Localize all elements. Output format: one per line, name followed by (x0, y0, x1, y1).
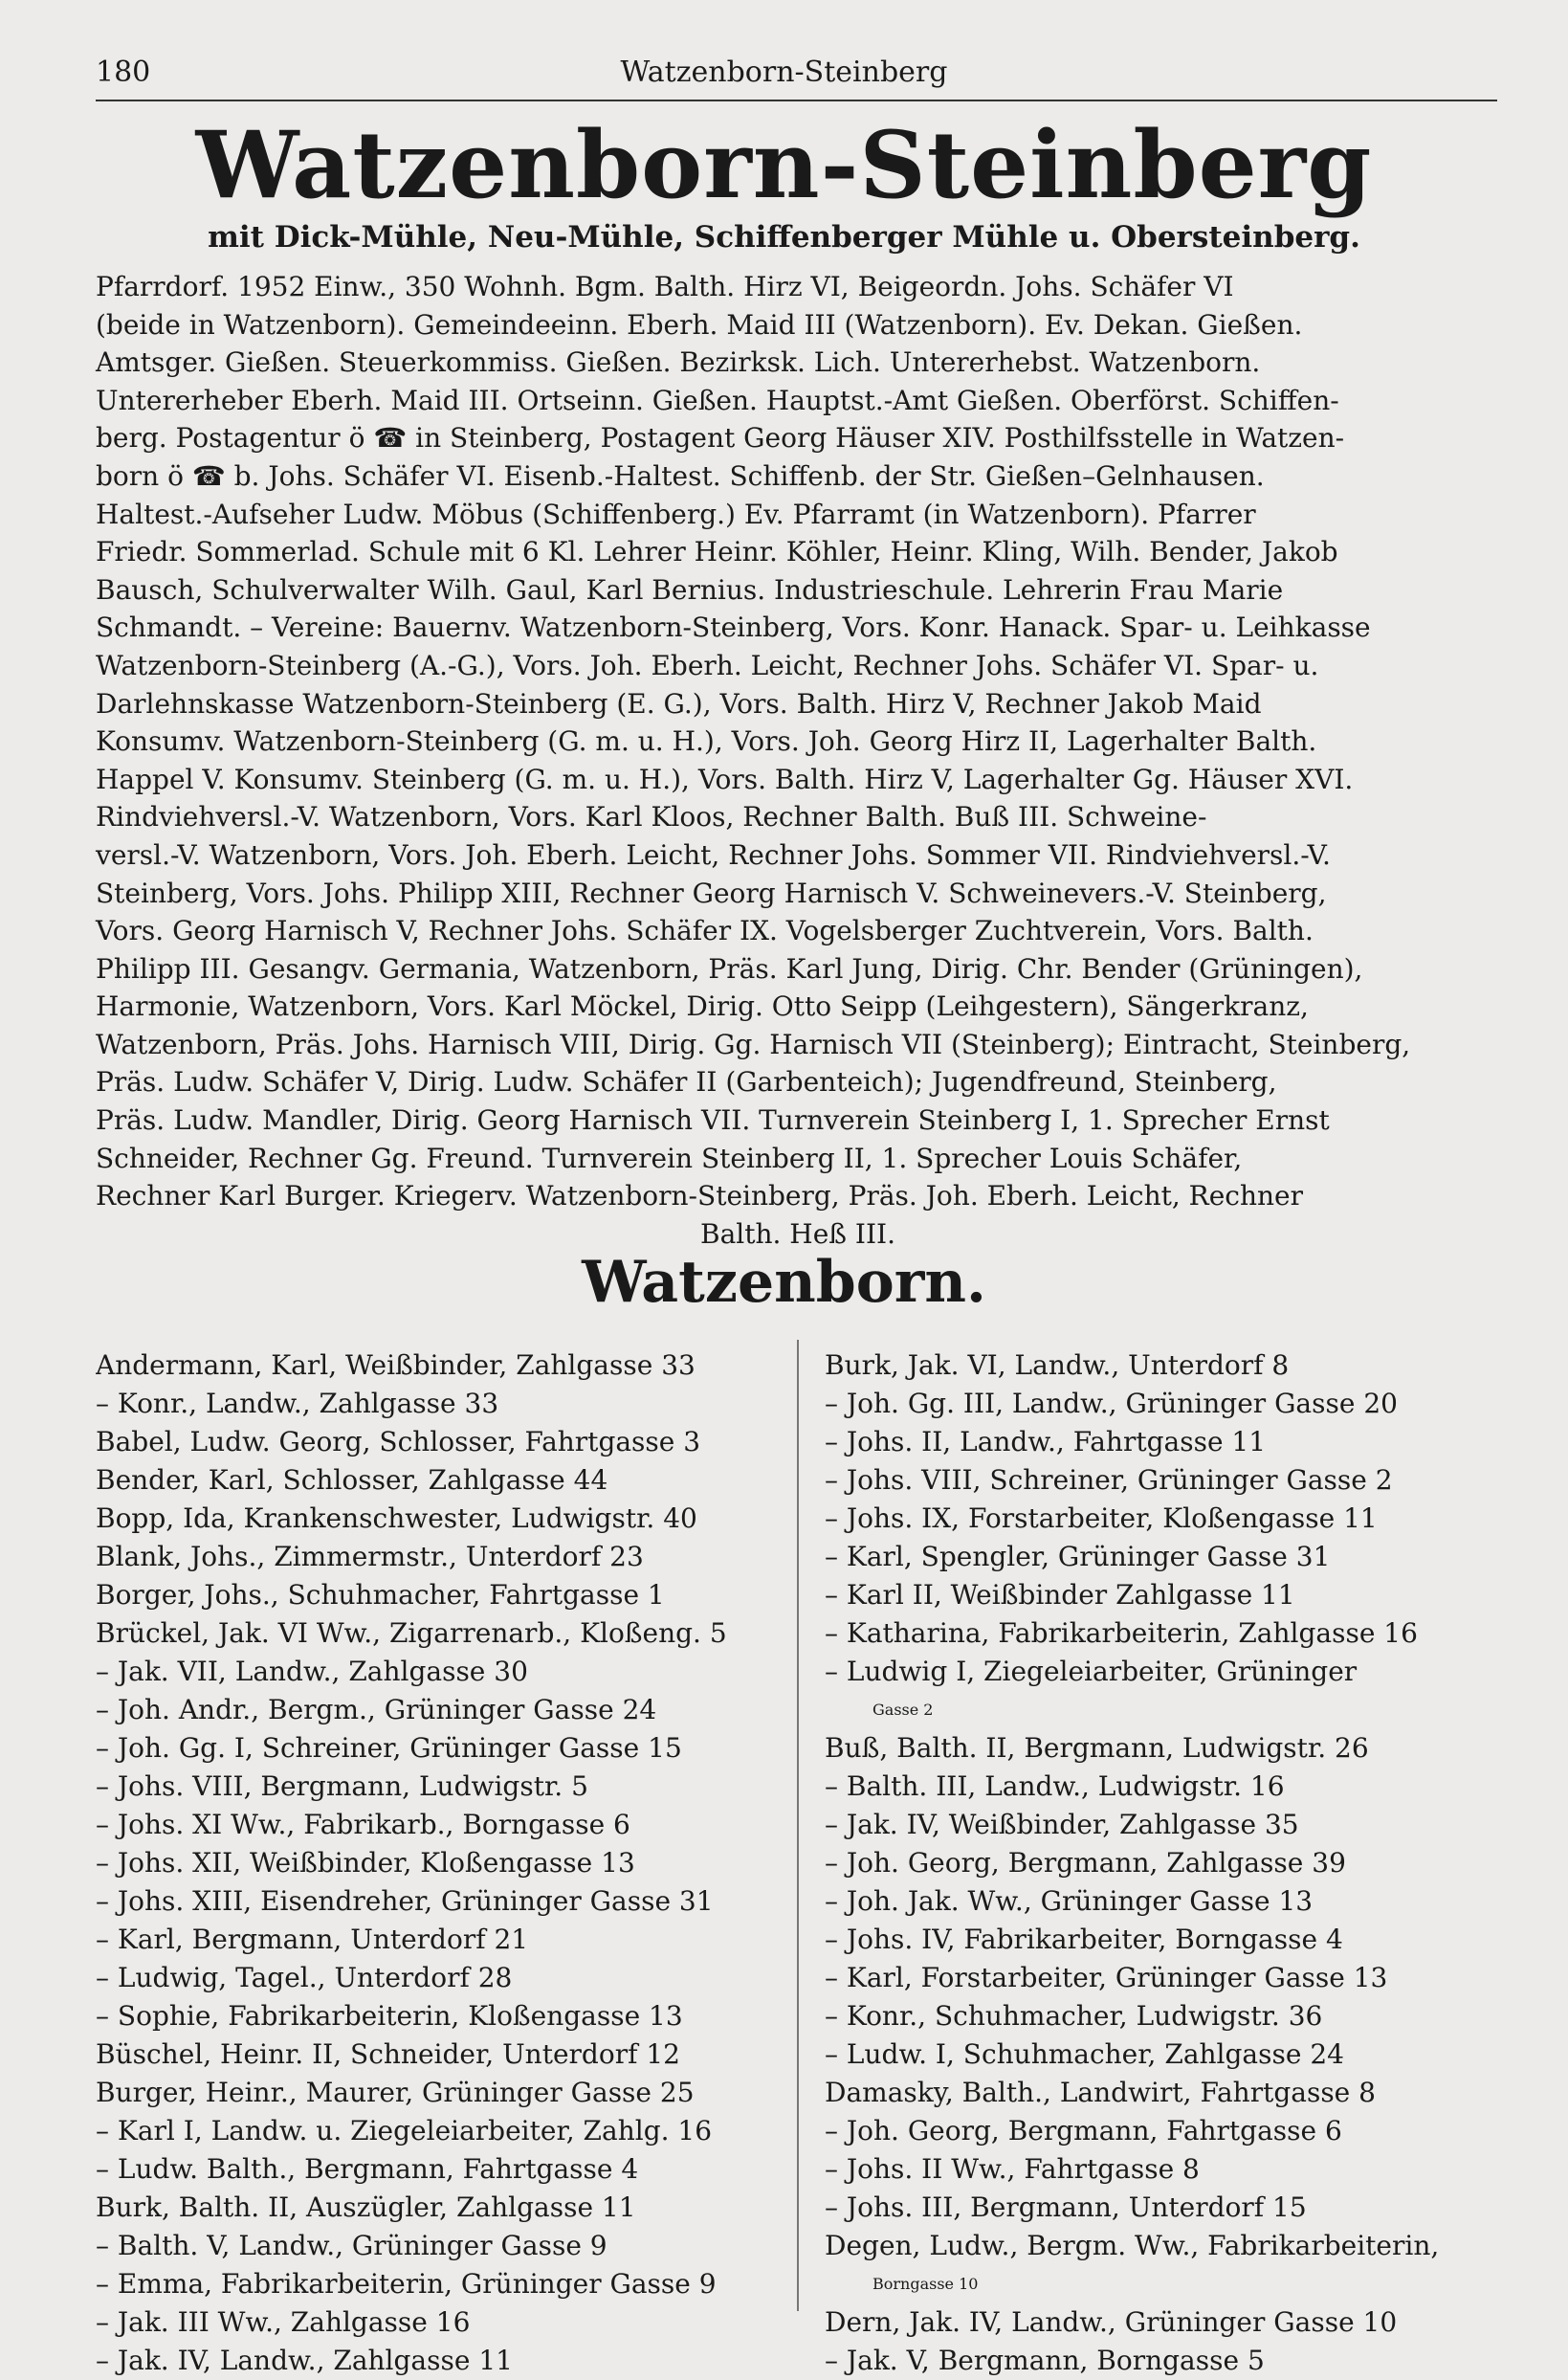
list-item: Andermann, Karl, Weißbinder, Zahlgasse 33 (96, 1349, 696, 1381)
list-item: – Johs. VIII, Bergmann, Ludwigstr. 5 (96, 1770, 588, 1802)
list-item: – Johs. II, Landw., Fahrtgasse 11 (825, 1426, 1267, 1457)
list-item: – Balth. III, Landw., Ludwigstr. 16 (825, 1770, 1285, 1802)
list-item: – Karl, Forstarbeiter, Grüninger Gasse 13 (825, 1962, 1388, 1993)
list-item: – Joh. Andr., Bergm., Grüninger Gasse 24 (96, 1694, 657, 1725)
intro-line: Philipp III. Gesangv. Germania, Watzenborn, Präs. Karl Jung, Dirig. Chr. Bender (Grüningen), (96, 952, 1363, 985)
list-item: Gasse 2 (872, 1701, 934, 1719)
intro-line: Balth. Heß III. (700, 1217, 895, 1250)
intro-line: born ö ☎ b. Johs. Schäfer VI. Eisenb.-Haltest. Schiffenb. der Str. Gießen–Gelnhausen. (96, 459, 1265, 492)
list-item: Buß, Balth. II, Bergmann, Ludwigstr. 26 (825, 1732, 1369, 1764)
intro-line: Präs. Ludw. Mandler, Dirig. Georg Harnisch VII. Turnverein Steinberg I, 1. Sprecher Ernst (96, 1104, 1330, 1137)
list-item: – Joh. Jak. Ww., Grüninger Gasse 13 (825, 1885, 1314, 1917)
section-title: Watzenborn. (582, 1249, 986, 1316)
list-item: Bopp, Ida, Krankenschwester, Ludwigstr. 40 (96, 1502, 697, 1534)
list-item: – Karl, Bergmann, Unterdorf 21 (96, 1924, 529, 1955)
list-item: Büschel, Heinr. II, Schneider, Unterdorf 12 (96, 2038, 680, 2070)
running-title: Watzenborn-Steinberg (620, 56, 948, 89)
left-column (96, 1346, 771, 2380)
list-item: – Johs. XII, Weißbinder, Kloßengasse 13 (96, 1847, 635, 1879)
intro-line: Rindviehversl.-V. Watzenborn, Vors. Karl Kloos, Rechner Balth. Buß III. Schweine- (96, 801, 1207, 834)
intro-line: Schmandt. – Vereine: Bauernv. Watzenborn-Steinberg, Vors. Konr. Hanack. Spar- u. Leihkasse (96, 612, 1371, 644)
list-item: – Ludw. Balth., Bergmann, Fahrtgasse 4 (96, 2153, 639, 2185)
intro-line: Präs. Ludw. Schäfer V, Dirig. Ludw. Schäfer II (Garbenteich); Jugendfreund, Steinberg, (96, 1066, 1277, 1099)
list-item: – Karl, Spengler, Grüninger Gasse 31 (825, 1541, 1331, 1572)
list-item: – Joh. Gg. I, Schreiner, Grüninger Gasse 15 (96, 1732, 682, 1764)
list-item: – Emma, Fabrikarbeiterin, Grüninger Gasse 9 (96, 2268, 717, 2300)
intro-line: Bausch, Schulverwalter Wilh. Gaul, Karl Bernius. Industrieschule. Lehrerin Frau Marie (96, 573, 1284, 606)
list-item: – Karl I, Landw. u. Ziegeleiarbeiter, Zahlg. 16 (96, 2115, 713, 2146)
list-item: – Ludwig, Tagel., Unterdorf 28 (96, 1962, 513, 1993)
list-item: – Johs. XIII, Eisendreher, Grüninger Gasse 31 (96, 1885, 714, 1917)
intro-line: berg. Postagentur ö ☎ in Steinberg, Postagent Georg Häuser XIV. Posthilfsstelle in Watzen- (96, 422, 1345, 455)
list-item: – Joh. Georg, Bergmann, Zahlgasse 39 (825, 1847, 1346, 1879)
intro-line: Rechner Karl Burger. Kriegerv. Watzenborn-Steinberg, Präs. Joh. Eberh. Leicht, Rechner (96, 1180, 1304, 1212)
intro-line: Darlehnskasse Watzenborn-Steinberg (E. G.), Vors. Balth. Hirz V, Rechner Jakob Maid (96, 687, 1262, 720)
list-item: – Johs. IV, Fabrikarbeiter, Borngasse 4 (825, 1924, 1343, 1955)
list-item: Bender, Karl, Schlosser, Zahlgasse 44 (96, 1464, 608, 1496)
column-divider (797, 1340, 799, 2311)
intro-line: (beide in Watzenborn). Gemeindeeinn. Eberh. Maid III (Watzenborn). Ev. Dekan. Gießen. (96, 308, 1303, 341)
list-item: – Johs. XI Ww., Fabrikarb., Borngasse 6 (96, 1809, 630, 1840)
page-title: Watzenborn-Steinberg (195, 111, 1373, 219)
intro-line: Amtsger. Gießen. Steuerkommiss. Gießen. Bezirksk. Lich. Untererhebst. Watzenborn. (96, 346, 1261, 379)
intro-paragraph (96, 268, 1500, 1253)
list-item: Babel, Ludw. Georg, Schlosser, Fahrtgasse 3 (96, 1426, 701, 1457)
list-item: – Jak. V, Bergmann, Borngasse 5 (825, 2345, 1265, 2376)
intro-line: Harmonie, Watzenborn, Vors. Karl Möckel, Dirig. Otto Seipp (Leihgestern), Sängerkranz, (96, 990, 1309, 1023)
intro-line: Schneider, Rechner Gg. Freund. Turnverein Steinberg II, 1. Sprecher Louis Schäfer, (96, 1142, 1243, 1174)
list-item: – Katharina, Fabrikarbeiterin, Zahlgasse 16 (825, 1617, 1418, 1649)
list-item: Brückel, Jak. VI Ww., Zigarrenarb., Kloßeng. 5 (96, 1617, 727, 1649)
intro-line: Untererheber Eberh. Maid III. Ortseinn. Gießen. Hauptst.-Amt Gießen. Oberförst. Schiffen- (96, 384, 1339, 416)
intro-line: Vors. Georg Harnisch V, Rechner Johs. Schäfer IX. Vogelsberger Zuchtverein, Vors. Balth. (96, 915, 1314, 947)
intro-line: Happel V. Konsumv. Steinberg (G. m. u. H.), Vors. Balth. Hirz V, Lagerhalter Gg. Häuser XVI. (96, 763, 1354, 795)
list-item: – Konr., Landw., Zahlgasse 33 (96, 1388, 499, 1419)
right-column (825, 1346, 1500, 2380)
list-item: – Karl II, Weißbinder Zahlgasse 11 (825, 1579, 1295, 1611)
list-item: – Jak. VII, Landw., Zahlgasse 30 (96, 1656, 528, 1687)
intro-line: Pfarrdorf. 1952 Einw., 350 Wohnh. Bgm. Balth. Hirz VI, Beigeordn. Johs. Schäfer VI (96, 271, 1234, 302)
intro-line: Watzenborn-Steinberg (A.-G.), Vors. Joh. Eberh. Leicht, Rechner Johs. Schäfer VI. Spar- u. (96, 649, 1319, 681)
list-item: – Johs. IX, Forstarbeiter, Kloßengasse 11 (825, 1502, 1378, 1534)
list-item: Dern, Jak. IV, Landw., Grüninger Gasse 10 (825, 2306, 1398, 2338)
list-item: – Balth. V, Landw., Grüninger Gasse 9 (96, 2230, 607, 2261)
list-item: Borger, Johs., Schuhmacher, Fahrtgasse 1 (96, 1579, 665, 1611)
page-number: 180 (96, 56, 151, 89)
list-item: – Joh. Gg. III, Landw., Grüninger Gasse 20 (825, 1388, 1398, 1419)
list-item: Burk, Jak. VI, Landw., Unterdorf 8 (825, 1349, 1290, 1381)
intro-line: Konsumv. Watzenborn-Steinberg (G. m. u. H.), Vors. Joh. Georg Hirz II, Lagerhalter Balth. (96, 725, 1317, 758)
intro-line: Steinberg, Vors. Johs. Philipp XIII, Rechner Georg Harnisch V. Schweinevers.-V. Steinberg, (96, 877, 1327, 909)
page-subtitle: mit Dick-Mühle, Neu-Mühle, Schiffenberger Mühle u. Obersteinberg. (208, 220, 1360, 255)
list-item: – Konr., Schuhmacher, Ludwigstr. 36 (825, 2000, 1323, 2032)
list-item: Burger, Heinr., Maurer, Grüninger Gasse 25 (96, 2077, 695, 2108)
list-item: – Sophie, Fabrikarbeiterin, Kloßengasse 13 (96, 2000, 683, 2032)
list-item: – Jak. IV, Landw., Zahlgasse 11 (96, 2345, 513, 2376)
list-item: – Johs. VIII, Schreiner, Grüninger Gasse 2 (825, 1464, 1393, 1496)
intro-line: Friedr. Sommerlad. Schule mit 6 Kl. Lehrer Heinr. Köhler, Heinr. Kling, Wilh. Bender, Jakob (96, 536, 1338, 568)
header-rule (96, 100, 1497, 101)
list-item: Blank, Johs., Zimmermstr., Unterdorf 23 (96, 1541, 644, 1572)
list-item: Damasky, Balth., Landwirt, Fahrtgasse 8 (825, 2077, 1376, 2108)
list-item: – Johs. III, Bergmann, Unterdorf 15 (825, 2191, 1307, 2223)
list-item: – Jak. IV, Weißbinder, Zahlgasse 35 (825, 1809, 1299, 1840)
intro-line: Watzenborn, Präs. Johs. Harnisch VIII, Dirig. Gg. Harnisch VII (Steinberg); Eintracht, Steinberg, (96, 1028, 1411, 1060)
list-item: – Jak. III Ww., Zahlgasse 16 (96, 2306, 471, 2338)
list-item: – Johs. II Ww., Fahrtgasse 8 (825, 2153, 1200, 2185)
list-item: Borngasse 10 (872, 2275, 979, 2293)
list-item: – Joh. Georg, Bergmann, Fahrtgasse 6 (825, 2115, 1342, 2146)
list-item: Degen, Ludw., Bergm. Ww., Fabrikarbeiterin, (825, 2230, 1440, 2261)
intro-line: Haltest.-Aufseher Ludw. Möbus (Schiffenberg.) Ev. Pfarramt (in Watzenborn). Pfarrer (96, 498, 1256, 530)
intro-line: versl.-V. Watzenborn, Vors. Joh. Eberh. Leicht, Rechner Johs. Sommer VII. Rindviehversl.-V. (96, 838, 1331, 871)
list-item: – Ludwig I, Ziegeleiarbeiter, Grüninger (825, 1656, 1358, 1687)
list-item: Burk, Balth. II, Auszügler, Zahlgasse 11 (96, 2191, 636, 2223)
list-item: – Ludw. I, Schuhmacher, Zahlgasse 24 (825, 2038, 1344, 2070)
